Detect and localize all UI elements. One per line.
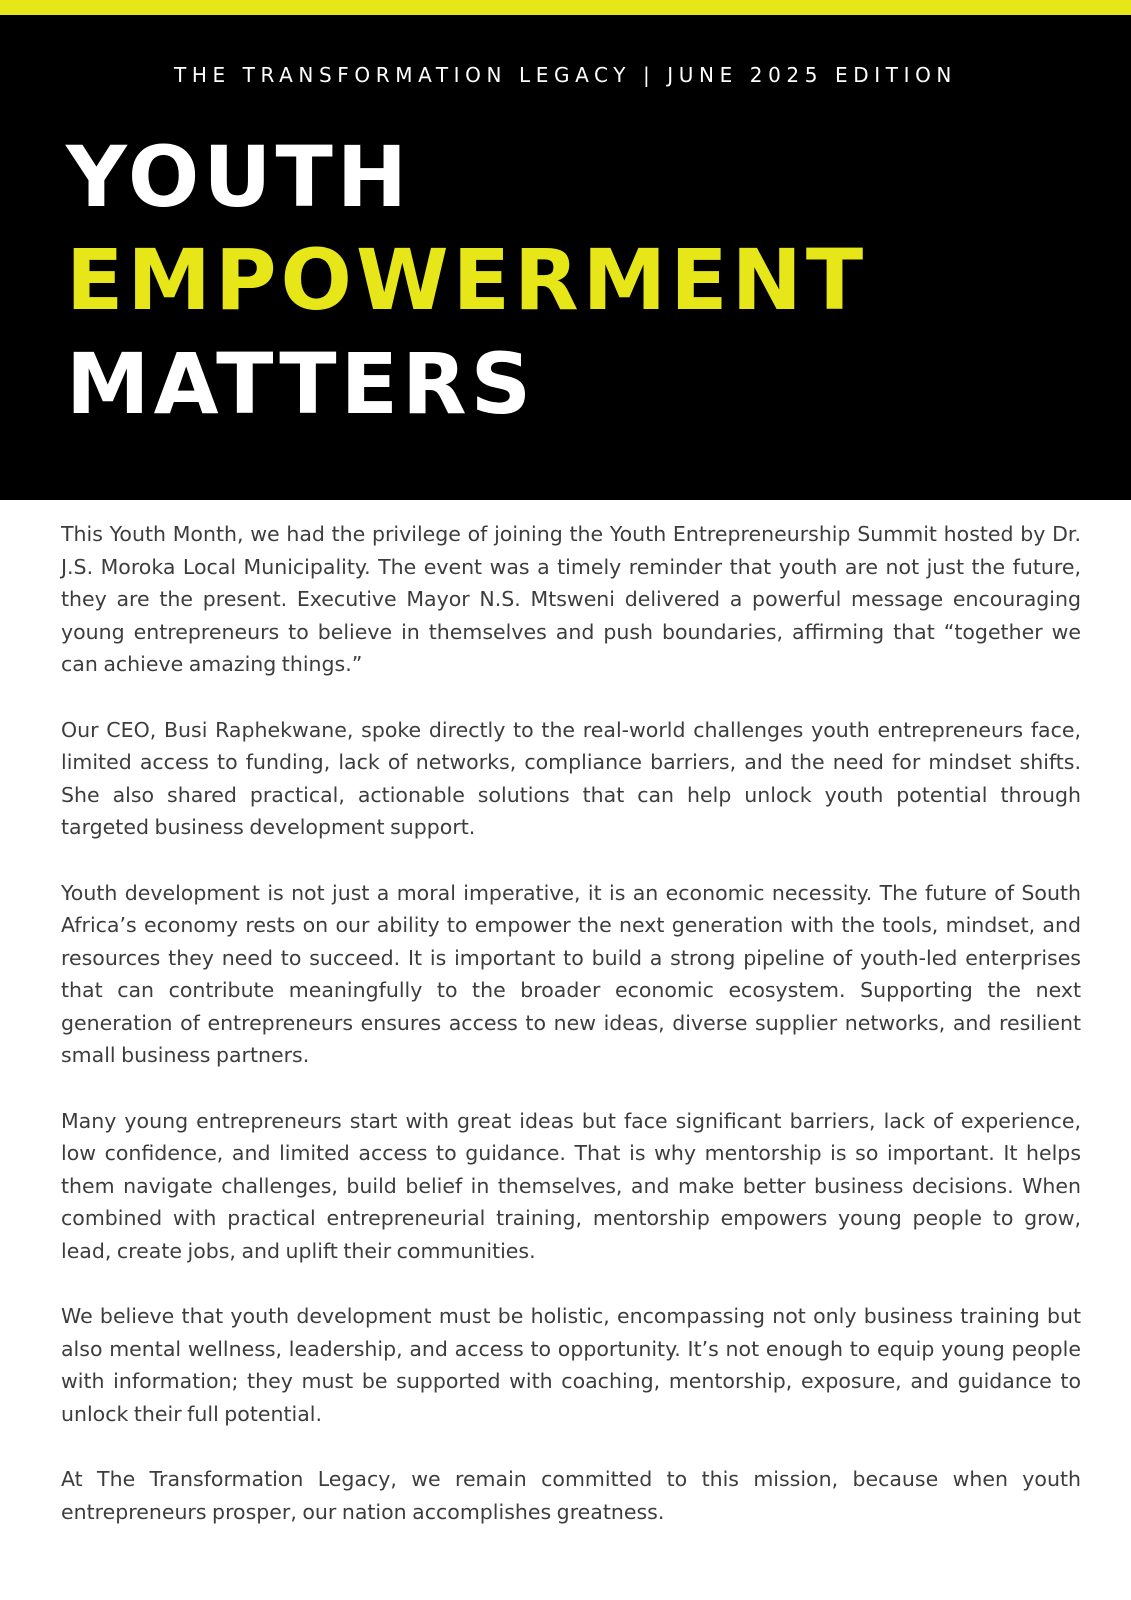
headline-line-matters: MATTERS <box>66 335 536 433</box>
article-paragraph: Our CEO, Busi Raphekwane, spoke directly to the real-world challenges youth entrepreneurs face, limited access to funding, lack of networks, compliance barriers, and the need for mindset shifts. She also shared practical, actionable solutions that can help unlock youth potential through targeted business development support. <box>61 717 1081 839</box>
article-body <box>61 518 1081 1561</box>
article-paragraph: Many young entrepreneurs start with great ideas but face significant barriers, lack of experience, low confidence, and limited access to guidance. That is why mentorship is so important. It helps them navigate challenges, build belief in themselves, and make better business decisions. When combined with practical entrepreneurial training, mentorship empowers young people to grow, lead, create jobs, and uplift their communities. <box>61 1108 1081 1263</box>
article-paragraph: At The Transformation Legacy, we remain committed to this mission, because when youth entrepreneurs prosper, our nation accomplishes greatness. <box>61 1467 1081 1524</box>
top-accent-bar <box>0 0 1131 15</box>
header-banner <box>0 15 1131 500</box>
headline-line-empowerment: EMPOWERMENT <box>66 231 868 329</box>
article-paragraph: We believe that youth development must be holistic, encompassing not only business training but also mental wellness, leadership, and access to opportunity. It’s not enough to equip young people with information; they must be supported with coaching, mentorship, exposure, and guidance to unlock their full potential. <box>61 1304 1081 1426</box>
article-paragraph: Youth development is not just a moral imperative, it is an economic necessity. The future of South Africa’s economy rests on our ability to empower the next generation with the tools, mindset, and resources they need to succeed. It is important to build a strong pipeline of youth-led enterprises that can contribute meaningfully to the broader economic ecosystem. Supporting the next generation of entrepreneurs ensures access to new ideas, diverse supplier networks, and resilient small business partners. <box>61 880 1081 1067</box>
edition-line: THE TRANSFORMATION LEGACY | JUNE 2025 EDITION <box>174 63 957 87</box>
article-paragraph: This Youth Month, we had the privilege of joining the Youth Entrepreneurship Summit hosted by Dr. J.S. Moroka Local Municipality. The event was a timely reminder that youth are not just the future, they are the present. Executive Mayor N.S. Mtsweni delivered a powerful message encouraging young entrepreneurs to believe in themselves and push boundaries, affirming that “together we can achieve amazing things.” <box>61 522 1081 676</box>
headline-line-youth: YOUTH <box>66 128 412 226</box>
